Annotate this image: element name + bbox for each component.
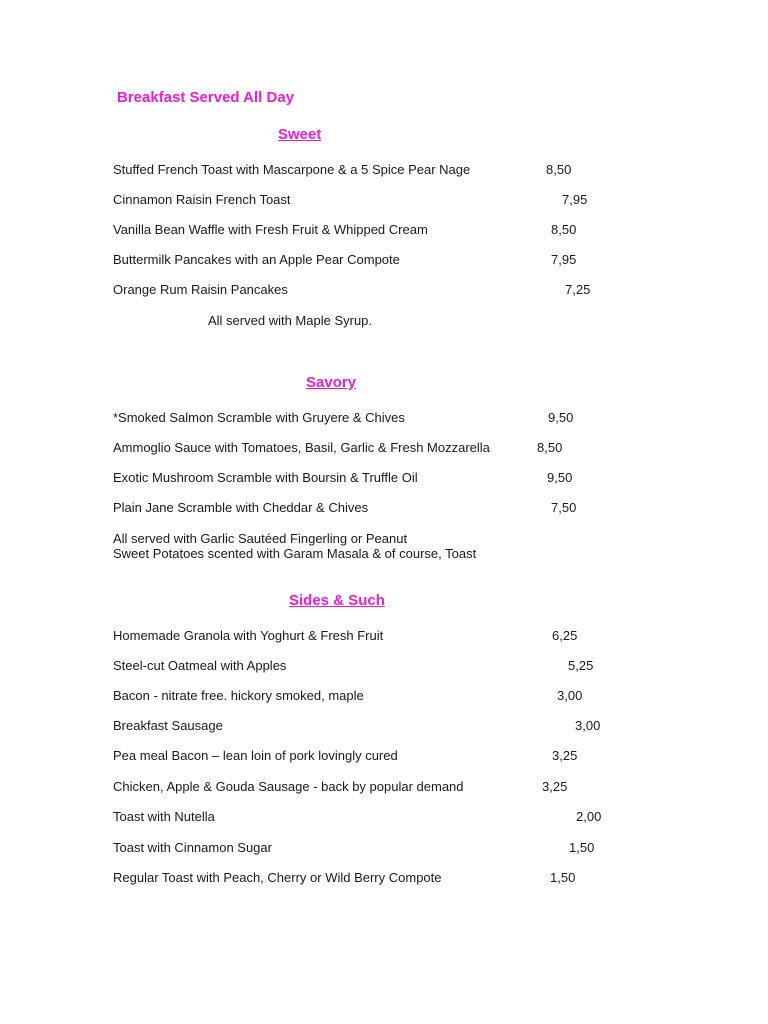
section-heading-savory: Savory <box>306 374 357 391</box>
menu-item-price: 1,50 <box>569 840 595 855</box>
menu-item-price: 3,25 <box>542 779 568 794</box>
sweet-served-note: All served with Maple Syrup. <box>208 313 373 328</box>
menu-item-price: 8,50 <box>546 162 572 177</box>
menu-item-price: 3,25 <box>552 748 578 763</box>
menu-item-name: Regular Toast with Peach, Cherry or Wild Berry Compote <box>113 870 442 885</box>
menu-item-name: Toast with Cinnamon Sugar <box>113 840 272 855</box>
savory-served-note-line2: Sweet Potatoes scented with Garam Masala & of course, Toast <box>113 546 477 561</box>
menu-item-name: Stuffed French Toast with Mascarpone & a 5 Spice Pear Nage <box>113 162 471 177</box>
menu-item-name: Orange Rum Raisin Pancakes <box>113 282 288 297</box>
menu-item-name: Plain Jane Scramble with Cheddar & Chives <box>113 500 369 515</box>
menu-item-price: 3,00 <box>557 688 583 703</box>
menu-item-name: Toast with Nutella <box>113 809 215 824</box>
savory-served-note-line1: All served with Garlic Sautéed Fingerling or Peanut <box>113 531 408 546</box>
menu-item-name: Exotic Mushroom Scramble with Boursin & Truffle Oil <box>113 470 418 485</box>
menu-item-name: Buttermilk Pancakes with an Apple Pear Compote <box>113 252 400 267</box>
menu-item-name: Homemade Granola with Yoghurt & Fresh Fruit <box>113 628 384 643</box>
menu-item-name: Chicken, Apple & Gouda Sausage - back by popular demand <box>113 779 464 794</box>
menu-item-price: 6,25 <box>552 628 578 643</box>
menu-item-price: 2,00 <box>576 809 602 824</box>
menu-item-price: 7,95 <box>551 252 577 267</box>
section-heading-sweet: Sweet <box>278 126 322 143</box>
menu-item-price: 8,50 <box>551 222 577 237</box>
menu-item-name: Ammoglio Sauce with Tomatoes, Basil, Garlic & Fresh Mozzarella <box>113 440 490 455</box>
menu-item-price: 7,50 <box>551 500 577 515</box>
menu-item-price: 9,50 <box>548 410 574 425</box>
menu-item-price: 8,50 <box>537 440 563 455</box>
menu-item-price: 1,50 <box>550 870 576 885</box>
menu-item-price: 7,95 <box>562 192 588 207</box>
menu-item-name: Pea meal Bacon – lean loin of pork lovingly cured <box>113 748 398 763</box>
menu-item-name: Vanilla Bean Waffle with Fresh Fruit & Whipped Cream <box>113 222 428 237</box>
menu-item-price: 9,50 <box>547 470 573 485</box>
menu-item-name: Breakfast Sausage <box>113 718 223 733</box>
menu-title: Breakfast Served All Day <box>117 89 295 106</box>
menu-item-price: 5,25 <box>568 658 594 673</box>
section-heading-sides: Sides & Such <box>289 592 385 609</box>
menu-item-name: Cinnamon Raisin French Toast <box>113 192 291 207</box>
menu-item-name: *Smoked Salmon Scramble with Gruyere & Chives <box>113 410 405 425</box>
menu-item-price: 7,25 <box>565 282 591 297</box>
menu-item-name: Steel-cut Oatmeal with Apples <box>113 658 287 673</box>
menu-item-price: 3,00 <box>575 718 601 733</box>
menu-item-name: Bacon - nitrate free. hickory smoked, maple <box>113 688 364 703</box>
